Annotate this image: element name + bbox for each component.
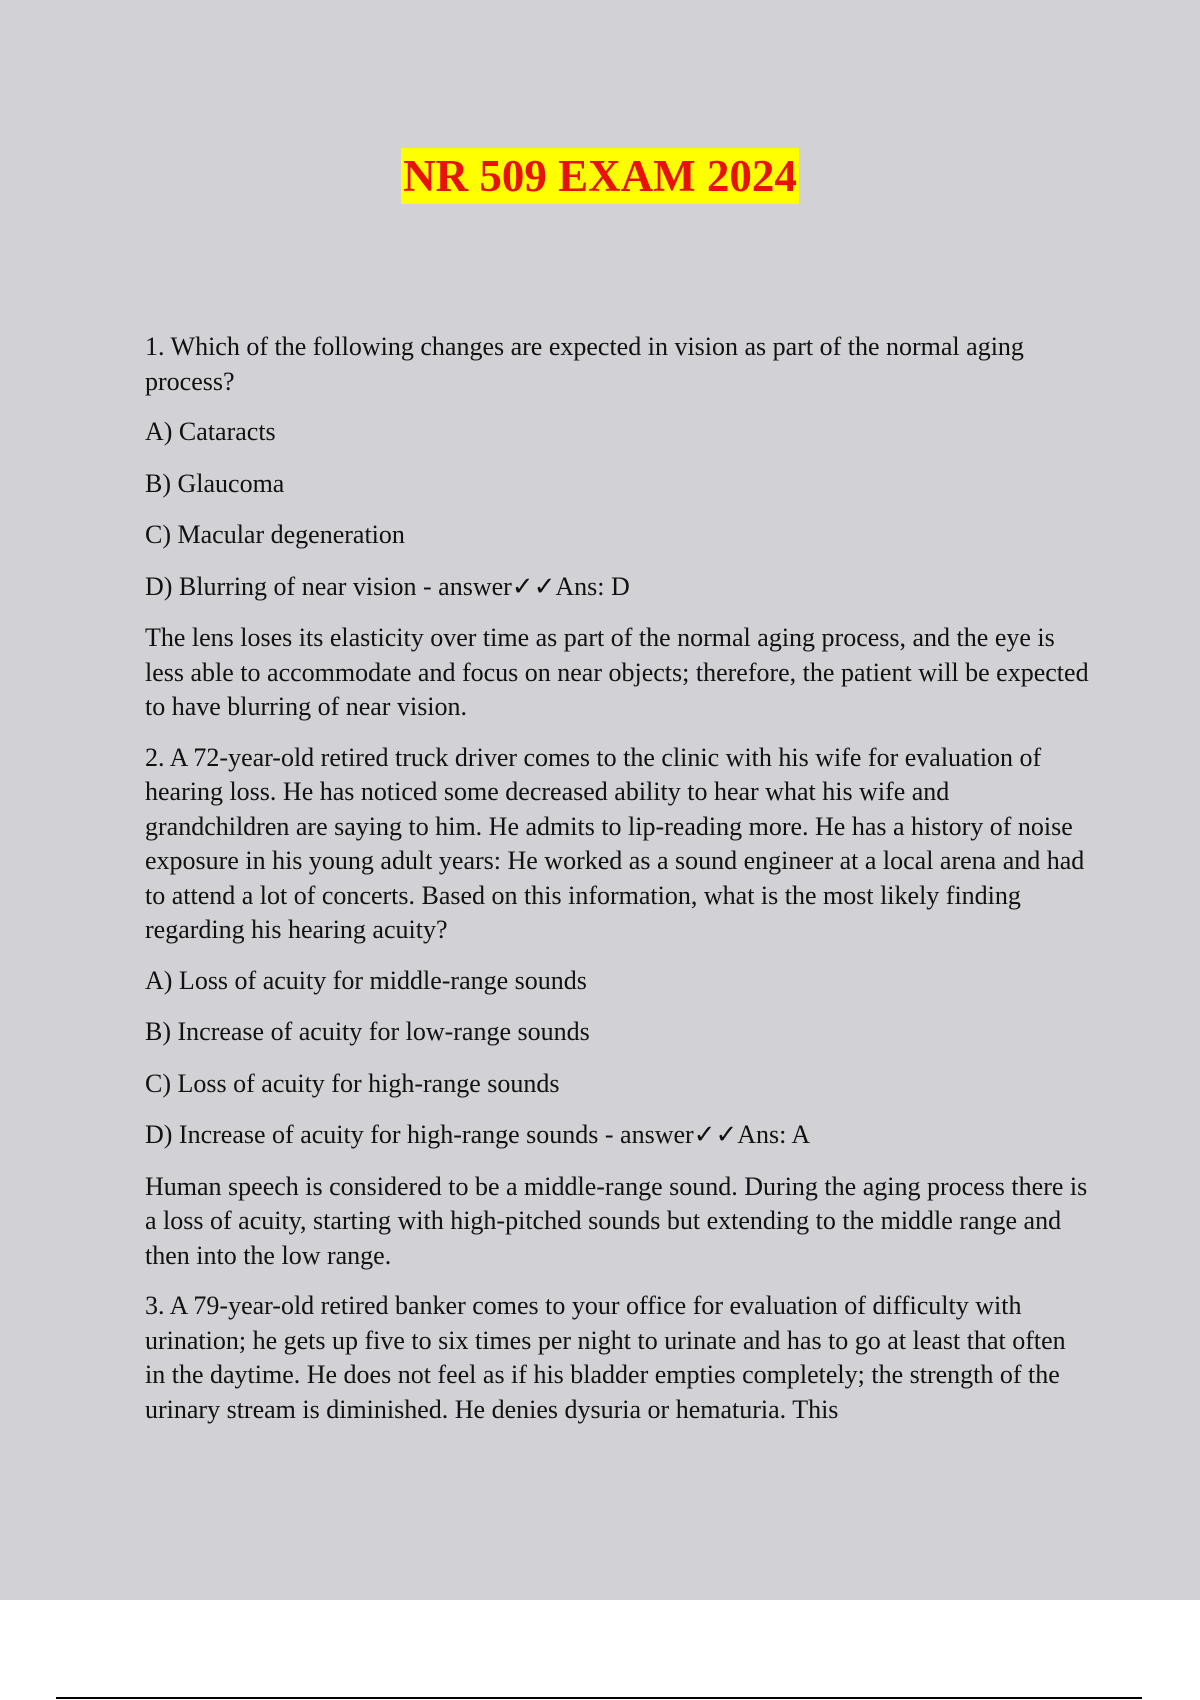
question-1-option-d-answer: D) Blurring of near vision - answer✓✓Ans: D — [145, 571, 630, 601]
question-2-stem: 2. A 72-year-old retired truck driver comes to the clinic with his wife for evaluation of hearing loss. He has noticed some decreased ability to hear what his wife and grandchildren are saying to him. He admits to lip-reading more. He has a history of noise exposure in his young adult years: He worked as a sound engineer at a local arena and had to attend a lot of concerts. Based on this information, what is the most likely finding regarding his hearing acuity? — [145, 742, 1085, 944]
document-body — [145, 330, 1090, 1443]
question-1-rationale: The lens loses its elasticity over time as part of the normal aging process, and the eye is less able to accommodate and focus on near objects; therefore, the patient will be expected to have blurring of near vision. — [145, 623, 1089, 721]
question-1-option-c: C) Macular degeneration — [145, 520, 405, 549]
question-3-stem: 3. A 79-year-old retired banker comes to your office for evaluation of difficulty with urination; he gets up five to six times per night to urinate and has to go at least that often in the daytime. He does not feel as if his bladder empties completely; the strength of the urinary stream is diminished. He denies dysuria or hematuria. This — [145, 1291, 1066, 1424]
question-2-option-b: B) Increase of acuity for low-range sounds — [145, 1017, 590, 1046]
question-2-option-c: C) Loss of acuity for high-range sounds — [145, 1068, 560, 1098]
question-1-option-a: A) Cataracts — [145, 417, 276, 446]
title-container — [0, 148, 1200, 204]
bottom-divider — [56, 1697, 1142, 1699]
question-1-option-b: B) Glaucoma — [145, 468, 285, 498]
question-2-option-d-answer: D) Increase of acuity for high-range sounds - answer✓✓Ans: A — [145, 1120, 811, 1149]
question-2-rationale: Human speech is considered to be a middle-range sound. During the aging process there is a loss of acuity, starting with high-pitched sounds but extending to the middle range and then into the low range. — [145, 1171, 1088, 1270]
question-1-stem: 1. Which of the following changes are expected in vision as part of the normal aging process? — [145, 332, 1024, 396]
document-title: NR 509 EXAM 2024 — [401, 148, 799, 204]
question-2-option-a: A) Loss of acuity for middle-range sounds — [145, 965, 587, 995]
